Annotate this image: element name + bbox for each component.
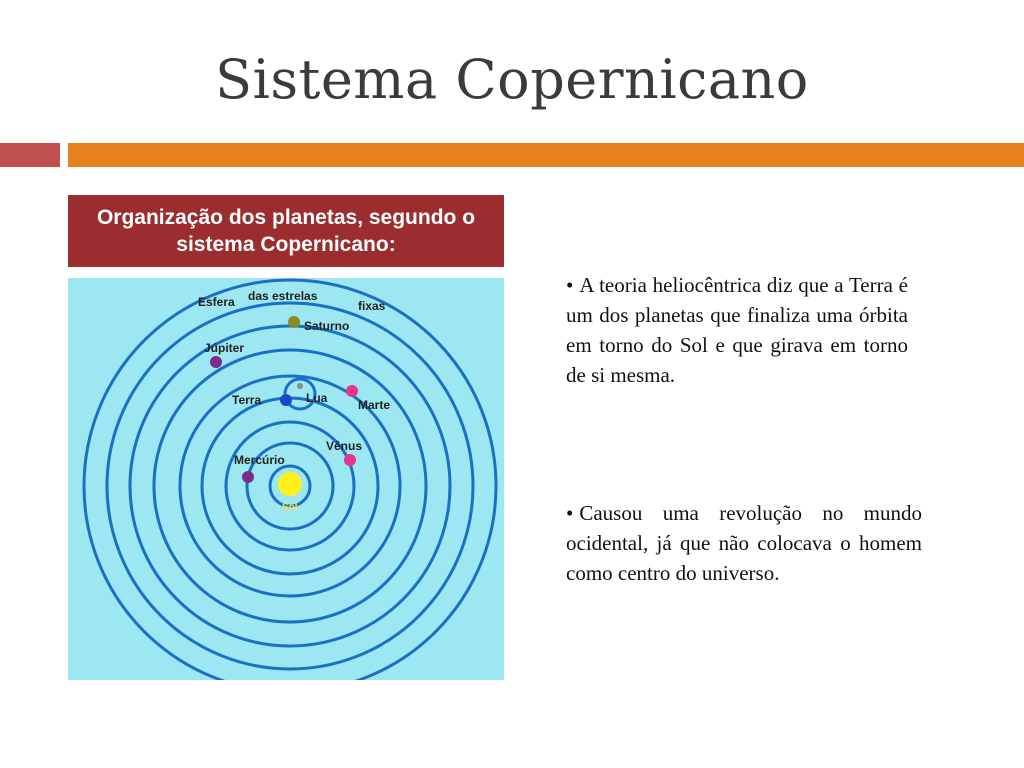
saturn-icon (288, 316, 300, 328)
label-sphere-right: fixas (358, 299, 386, 313)
label-mars: Marte (358, 398, 391, 412)
label-sphere-mid: das estrelas (248, 289, 318, 303)
venus-icon (344, 454, 356, 466)
label-mercury: Mercúrio (234, 453, 285, 467)
label-earth: Terra (232, 393, 262, 407)
bullet-dot: • (566, 273, 574, 297)
moon-icon (297, 383, 303, 389)
sun-icon (278, 472, 302, 496)
slide-title: Sistema Copernicano (215, 48, 809, 111)
bullet-heliocentric (566, 270, 908, 390)
label-sun: Sol (282, 502, 298, 513)
accent-bar-right (68, 143, 1024, 167)
mars-icon (346, 385, 358, 397)
earth-icon (280, 394, 292, 406)
accent-bar-left (0, 143, 60, 167)
bullet-text: A teoria heliocêntrica diz que a Terra é um dos planetas que finaliza uma órbita em torno do Sol e que girava em torno de si mesma. (566, 273, 908, 387)
orbit-diagram-svg (68, 278, 504, 680)
label-sphere-left: Esfera (198, 295, 235, 309)
jupiter-icon (210, 356, 222, 368)
diagram-caption (68, 195, 504, 267)
copernican-diagram (68, 278, 504, 680)
label-jupiter: Júpiter (204, 341, 245, 355)
label-saturn: Saturno (304, 319, 350, 333)
bullet-revolution (566, 498, 922, 588)
bullet-dot: • (566, 501, 574, 525)
bullet-text: Causou uma revolução no mundo ocidental, já que não colocava o homem como centro do universo. (566, 501, 922, 585)
label-venus: Vênus (326, 439, 363, 453)
caption-text: Organização dos planetas, segundo o sistema Copernicano: (96, 206, 476, 256)
mercury-icon (242, 471, 254, 483)
label-moon: Lua (306, 391, 328, 405)
